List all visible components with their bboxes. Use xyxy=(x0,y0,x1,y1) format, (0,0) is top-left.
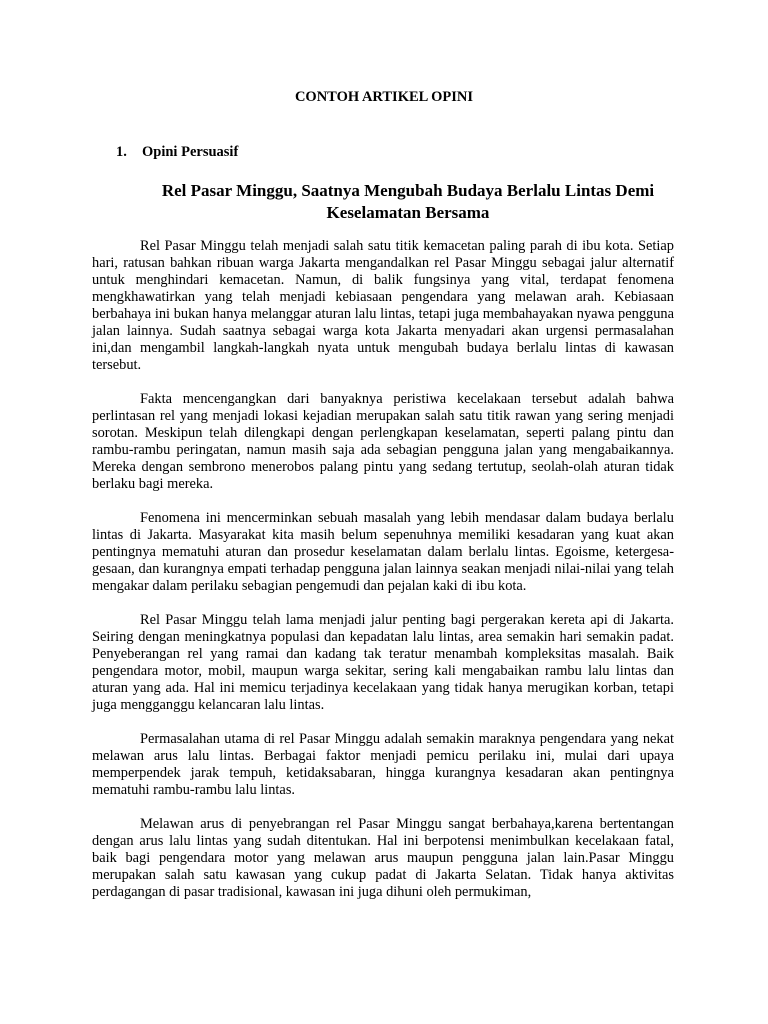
paragraph: Rel Pasar Minggu telah lama menjadi jalur penting bagi pergerakan kereta api di Jakarta. Seiring dengan meningkatnya populasi dan kepadatan lalu lintas, area semakin hari semakin padat. Penyeberangan rel yang ramai dan kadang tak teratur menambah kompleksitas masalah. Baik pengendara motor, mobil, maupun warga sekitar, sering kali mengabaikan rambu lalu lintas dan aturan yang ada. Hal ini memicu terjadinya kecelakaan yang tidak hanya merugikan korban, tetapi juga mengganggu kelancaran lalu lintas. xyxy=(92,612,674,713)
paragraph: Permasalahan utama di rel Pasar Minggu adalah semakin maraknya pengendara yang nekat melawan arus lalu lintas. Berbagai faktor menjadi pemicu perilaku ini, mulai dari upaya memperpendek jarak tempuh, ketidaksabaran, hingga kurangnya kesadaran akan pentingnya mematuhi rambu-rambu lalu lintas. xyxy=(92,731,674,798)
section-title: Opini Persuasif xyxy=(142,144,239,160)
document-title: CONTOH ARTIKEL OPINI xyxy=(294,89,474,105)
section-number: 1. xyxy=(116,144,127,160)
paragraph: Fenomena ini mencerminkan sebuah masalah yang lebih mendasar dalam budaya berlalu lintas di Jakarta. Masyarakat kita masih belum sepenuhnya memiliki kesadaran yang kuat akan pentingnya mematuhi aturan dan prosedur keselamatan dalam berlalu lintas. Egoisme, ketergesa-gesaan, dan kurangnya empati terhadap pengguna jalan lainnya seakan menjadi nilai-nilai yang telah mengakar dalam perilaku sebagian pengemudi dan pejalan kaki di ibu kota. xyxy=(92,510,674,594)
paragraph: Fakta mencengangkan dari banyaknya peristiwa kecelakaan tersebut adalah bahwa perlintasan rel yang menjadi lokasi kejadian merupakan salah satu titik rawan yang sering menjadi sorotan. Meskipun telah dilengkapi dengan perlengkapan keselamatan, seperti palang pintu dan rambu-rambu peringatan, namun masih saja ada sebagian pengguna jalan yang mengabaikannya. Mereka dengan sembrono menerobos palang pintu yang sedang tertutup, seolah-olah aturan tidak berlaku bagi mereka. xyxy=(92,391,674,492)
section-heading xyxy=(116,143,238,161)
article-title xyxy=(120,180,696,224)
article-body xyxy=(92,238,674,918)
paragraph: Rel Pasar Minggu telah menjadi salah satu titik kemacetan paling parah di ibu kota. Setiap hari, ratusan bahkan ribuan warga Jakarta mengandalkan rel Pasar Minggu sebagai jalur alternatif untuk menghindari kemacetan. Namun, di balik fungsinya yang vital, terdapat fenomena mengkhawatirkan yang telah menjadi kebiasaan pengendara yang melawan arah. Kebiasaan berbahaya ini bukan hanya melanggar aturan lalu lintas, tetapi juga membahayakan nyawa pengguna jalan lainnya. Sudah saatnya sebagai warga kota Jakarta menyadari akan urgensi permasalahan ini,dan mengambil langkah-langkah nyata untuk mengubah budaya berlalu lintas di kawasan tersebut. xyxy=(92,238,674,373)
article-title-line-2: Keselamatan Bersama xyxy=(326,203,490,222)
paragraph: Melawan arus di penyebrangan rel Pasar Minggu sangat berbahaya,karena bertentangan dengan arus lalu lintas yang sudah ditentukan. Hal ini berpotensi menimbulkan kecelakaan fatal, baik bagi pengendara motor yang melawan arus maupun pengguna jalan lain.Pasar Minggu merupakan salah satu kawasan yang cukup padat di Jakarta Selatan. Tidak hanya aktivitas perdagangan di pasar tradisional, kawasan ini juga dihuni oleh permukiman, xyxy=(92,816,674,900)
article-title-line-1: Rel Pasar Minggu, Saatnya Mengubah Budaya Berlalu Lintas Demi xyxy=(161,181,655,200)
